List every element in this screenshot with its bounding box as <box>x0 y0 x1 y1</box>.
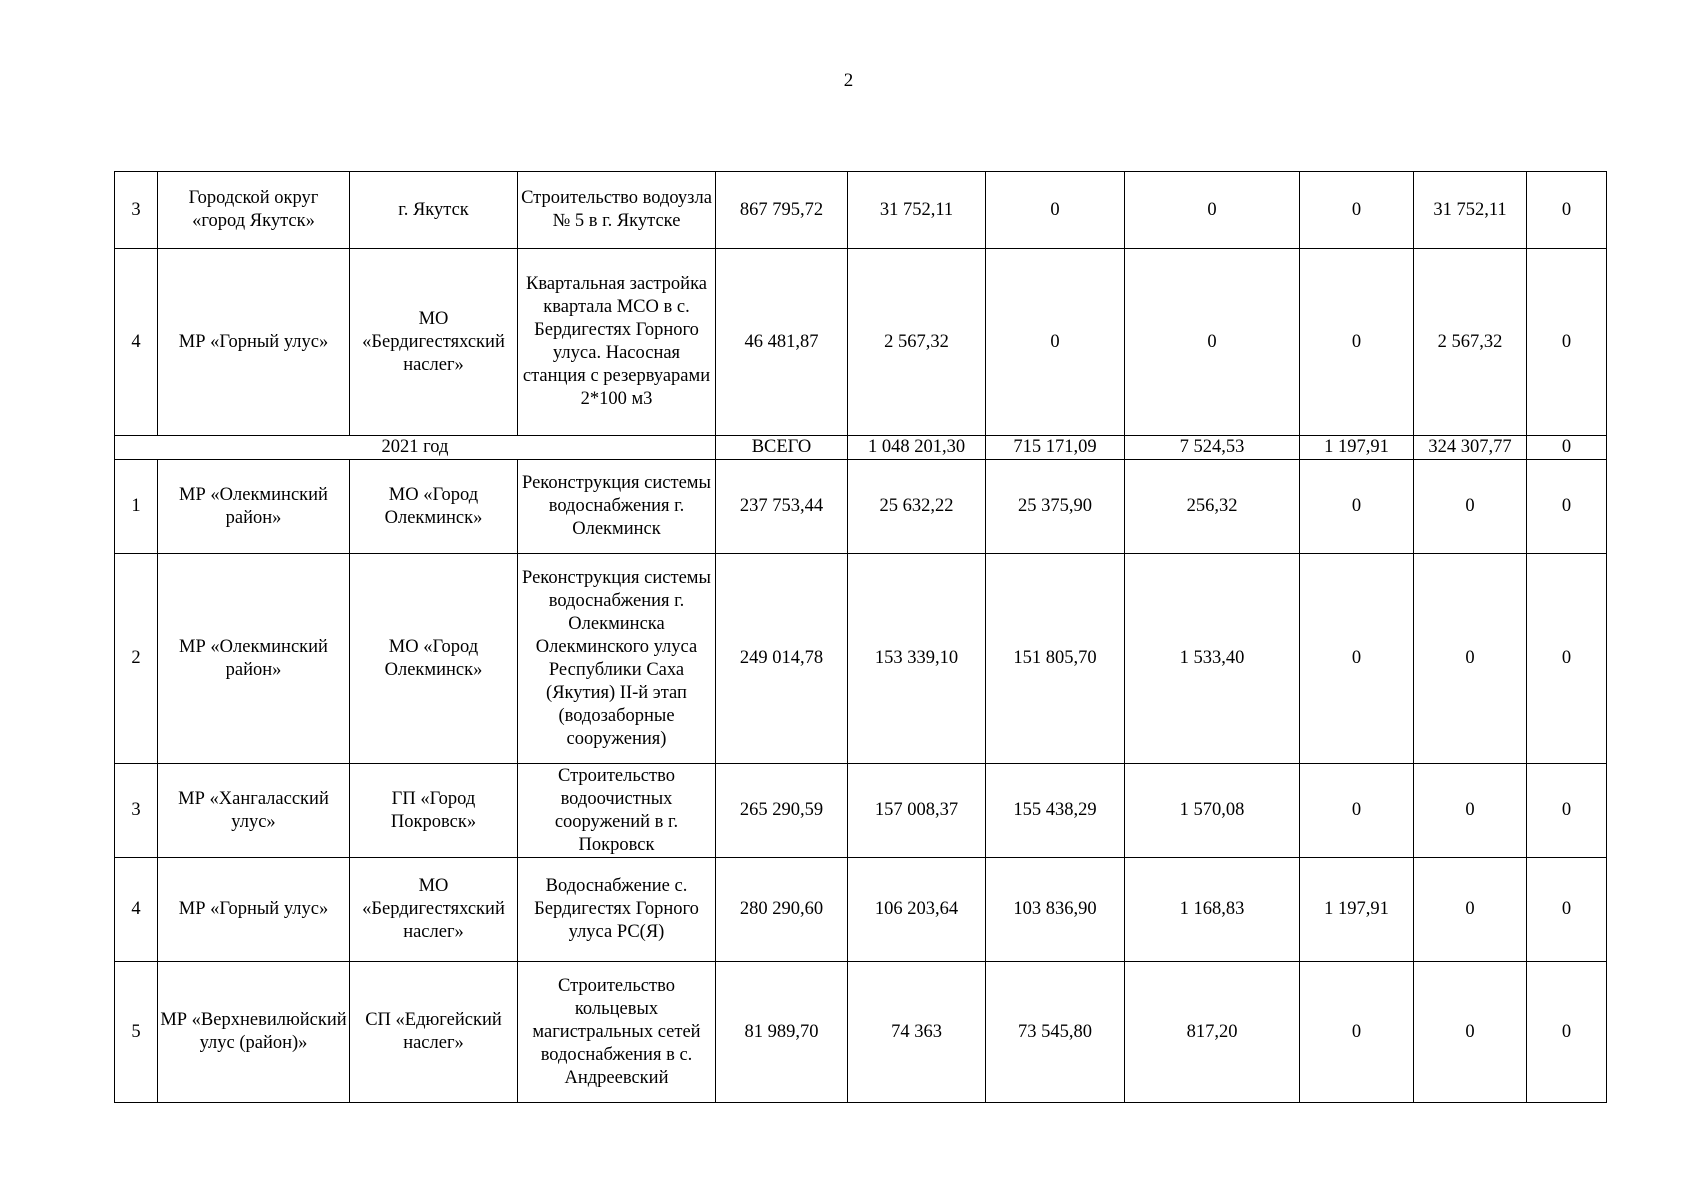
cost-cell: 237 753,44 <box>716 460 848 554</box>
value-cell: 715 171,09 <box>986 436 1125 460</box>
settlement-cell: МО «Бердигестяхский наслег» <box>350 249 518 436</box>
value-cell: 256,32 <box>1125 460 1300 554</box>
value-cell: 0 <box>1527 764 1607 858</box>
value-cell: 155 438,29 <box>986 764 1125 858</box>
municipality-cell: МР «Олекминский район» <box>158 554 350 764</box>
object-cell: Строительство водоузла № 5 в г. Якутске <box>518 172 716 249</box>
value-cell: 0 <box>1300 249 1414 436</box>
cost-cell: 46 481,87 <box>716 249 848 436</box>
value-cell: 0 <box>986 249 1125 436</box>
object-cell: Водоснабжение с. Бердигестях Горного улуса РС(Я) <box>518 858 716 962</box>
value-cell: 817,20 <box>1125 962 1300 1103</box>
table-row <box>115 554 1607 764</box>
value-cell: 0 <box>1300 172 1414 249</box>
page-number: 2 <box>843 70 854 91</box>
cost-cell: 81 989,70 <box>716 962 848 1103</box>
value-cell: 0 <box>1527 858 1607 962</box>
settlement-cell: МО «Город Олекминск» <box>350 554 518 764</box>
value-cell: 0 <box>1527 172 1607 249</box>
object-cell: Строительство кольцевых магистральных сетей водоснабжения в с. Андреевский <box>518 962 716 1103</box>
value-cell: 1 197,91 <box>1300 858 1414 962</box>
settlement-cell: МО «Бердигестяхский наслег» <box>350 858 518 962</box>
row-number: 1 <box>115 460 158 554</box>
table-body-top <box>115 172 1607 1103</box>
municipality-cell: МР «Горный улус» <box>158 858 350 962</box>
value-cell: 103 836,90 <box>986 858 1125 962</box>
value-cell: 324 307,77 <box>1414 436 1527 460</box>
value-cell: 0 <box>1125 172 1300 249</box>
value-cell: 1 197,91 <box>1300 436 1414 460</box>
total-cell: 157 008,37 <box>848 764 986 858</box>
table-row <box>115 460 1607 554</box>
total-cell: 153 339,10 <box>848 554 986 764</box>
value-cell: 0 <box>1414 460 1527 554</box>
cost-cell: 280 290,60 <box>716 858 848 962</box>
total-cell: 31 752,11 <box>848 172 986 249</box>
value-cell: 0 <box>1527 460 1607 554</box>
data-table <box>114 171 1607 1103</box>
row-number: 5 <box>115 962 158 1103</box>
value-cell: 7 524,53 <box>1125 436 1300 460</box>
row-number: 4 <box>115 249 158 436</box>
value-cell: 0 <box>986 172 1125 249</box>
row-number: 4 <box>115 858 158 962</box>
municipality-cell: МР «Олекминский район» <box>158 460 350 554</box>
value-cell: 0 <box>1414 764 1527 858</box>
value-cell: 0 <box>1300 764 1414 858</box>
value-cell: 0 <box>1125 249 1300 436</box>
table-row <box>115 249 1607 436</box>
cost-cell: 249 014,78 <box>716 554 848 764</box>
value-cell: 1 168,83 <box>1125 858 1300 962</box>
value-cell: 73 545,80 <box>986 962 1125 1103</box>
cost-cell: 867 795,72 <box>716 172 848 249</box>
year-total-row <box>115 436 1607 460</box>
object-cell: Строительство водоочистных сооружений в г. Покровск <box>518 764 716 858</box>
total-label: ВСЕГО <box>716 436 848 460</box>
settlement-cell: МО «Город Олекминск» <box>350 460 518 554</box>
row-number: 3 <box>115 172 158 249</box>
value-cell: 0 <box>1300 554 1414 764</box>
municipality-cell: МР «Верхневилюйский улус (район)» <box>158 962 350 1103</box>
table-row <box>115 764 1607 858</box>
total-cell: 1 048 201,30 <box>848 436 986 460</box>
total-cell: 74 363 <box>848 962 986 1103</box>
total-cell: 25 632,22 <box>848 460 986 554</box>
value-cell: 31 752,11 <box>1414 172 1527 249</box>
value-cell: 0 <box>1527 436 1607 460</box>
value-cell: 0 <box>1414 858 1527 962</box>
value-cell: 0 <box>1527 554 1607 764</box>
total-cell: 2 567,32 <box>848 249 986 436</box>
municipality-cell: МР «Хангаласский улус» <box>158 764 350 858</box>
table-row <box>115 172 1607 249</box>
row-number: 3 <box>115 764 158 858</box>
value-cell: 25 375,90 <box>986 460 1125 554</box>
value-cell: 0 <box>1527 249 1607 436</box>
value-cell: 151 805,70 <box>986 554 1125 764</box>
object-cell: Реконструкция системы водоснабжения г. Олекминск <box>518 460 716 554</box>
total-cell: 106 203,64 <box>848 858 986 962</box>
settlement-cell: ГП «Город Покровск» <box>350 764 518 858</box>
value-cell: 0 <box>1300 962 1414 1103</box>
value-cell: 0 <box>1414 554 1527 764</box>
value-cell: 0 <box>1527 962 1607 1103</box>
settlement-cell: СП «Едюгейский наслег» <box>350 962 518 1103</box>
municipality-cell: МР «Горный улус» <box>158 249 350 436</box>
value-cell: 2 567,32 <box>1414 249 1527 436</box>
cost-cell: 265 290,59 <box>716 764 848 858</box>
municipality-cell: Городской округ «город Якутск» <box>158 172 350 249</box>
table-row <box>115 962 1607 1103</box>
value-cell: 0 <box>1300 460 1414 554</box>
row-number: 2 <box>115 554 158 764</box>
value-cell: 1 533,40 <box>1125 554 1300 764</box>
value-cell: 1 570,08 <box>1125 764 1300 858</box>
value-cell: 0 <box>1414 962 1527 1103</box>
year-label: 2021 год <box>115 436 716 460</box>
object-cell: Квартальная застройка квартала МСО в с. Бердигестях Горного улуса. Насосная станция с резервуарами 2*100 м3 <box>518 249 716 436</box>
object-cell: Реконструкция системы водоснабжения г. Олекминска Олекминского улуса Республики Саха (Якутия) II-й этап (водозаборные сооружения) <box>518 554 716 764</box>
settlement-cell: г. Якутск <box>350 172 518 249</box>
table-row <box>115 858 1607 962</box>
